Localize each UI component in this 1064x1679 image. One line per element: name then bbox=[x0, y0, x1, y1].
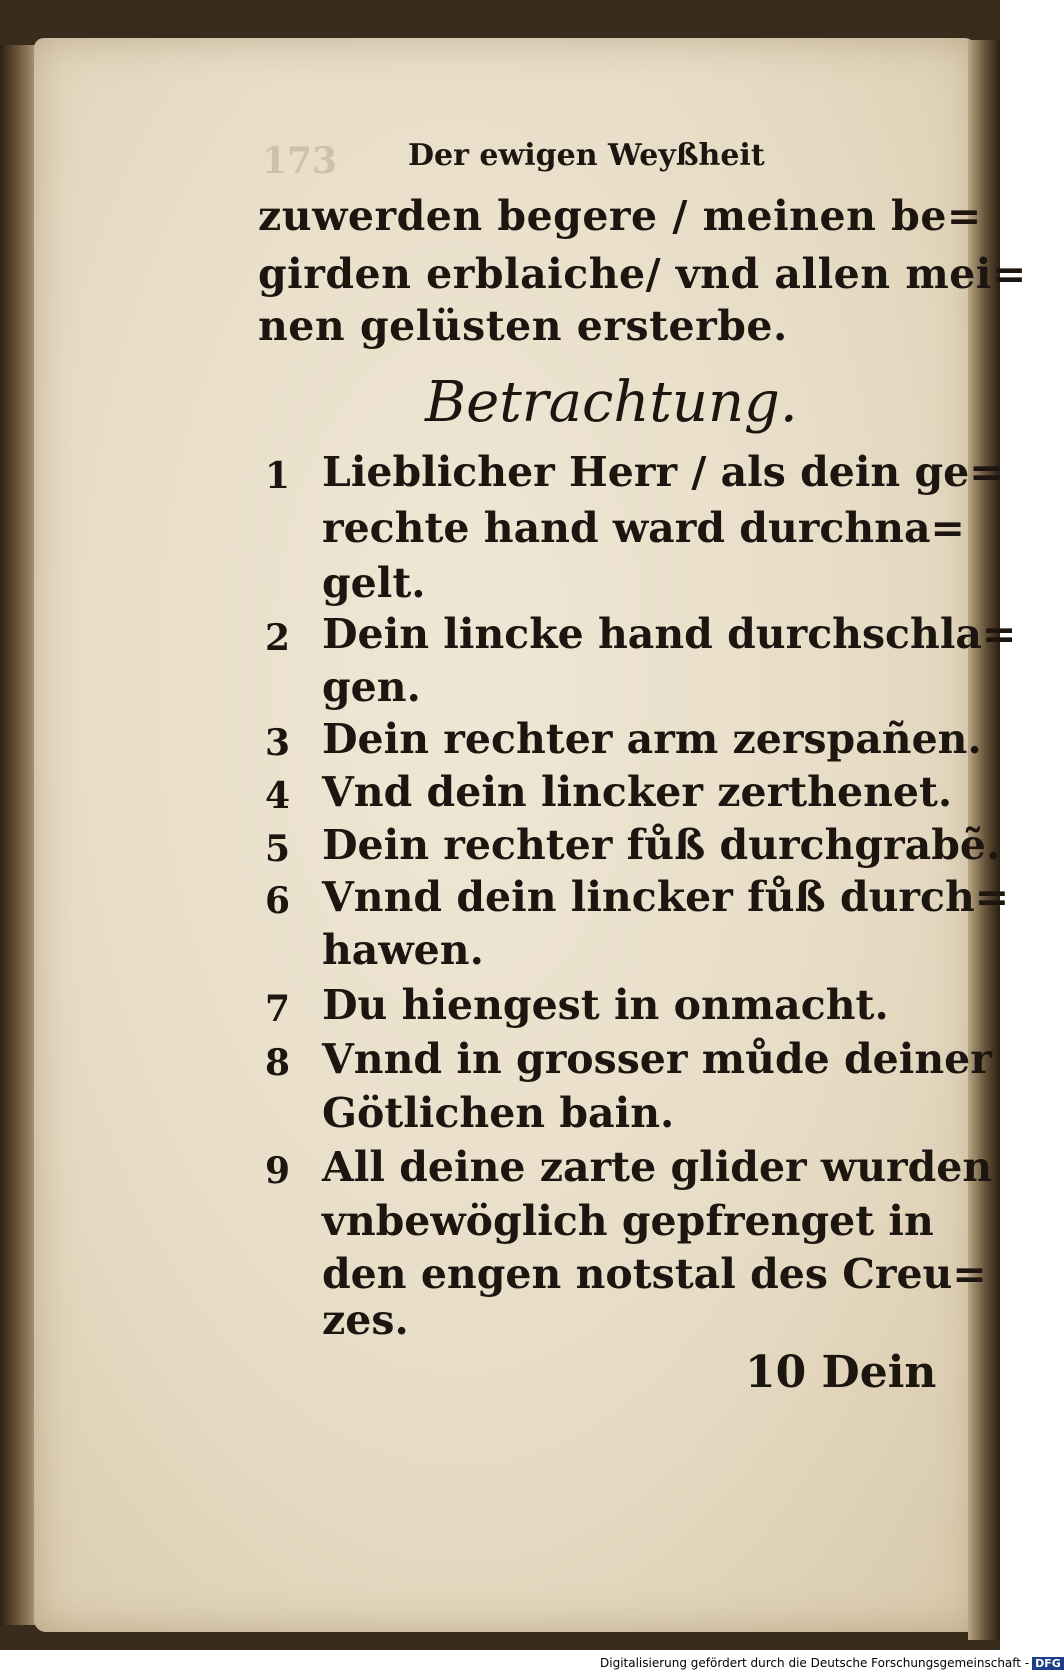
item-number: 9 bbox=[265, 1150, 291, 1192]
body-line: nen gelüsten ersterbe. bbox=[258, 302, 788, 350]
item-line: rechte hand ward durchna= bbox=[322, 504, 965, 552]
item-line: vnbewöglich gepfrenget in bbox=[322, 1197, 934, 1245]
item-line: Götlichen bain. bbox=[322, 1089, 675, 1137]
body-line: girden erblaiche/ vnd allen mei= bbox=[258, 250, 1027, 298]
footer-text: Digitalisierung gefördert durch die Deutsche Forschungsgemeinschaft - bbox=[600, 1656, 1030, 1670]
item-line: Dein rechter arm zerspañen. bbox=[322, 715, 982, 763]
item-number: 3 bbox=[265, 722, 291, 764]
item-number: 6 bbox=[265, 880, 291, 922]
item-line: Lieblicher Herr / als dein ge= bbox=[322, 448, 1004, 496]
item-line: gen. bbox=[322, 663, 421, 711]
item-number: 5 bbox=[265, 828, 291, 870]
item-number: 7 bbox=[265, 988, 291, 1030]
dfg-logo: DFG bbox=[1032, 1657, 1064, 1670]
section-heading: Betrachtung. bbox=[425, 370, 798, 435]
item-line: zes. bbox=[322, 1296, 409, 1344]
running-head: Der ewigen Weyßheit bbox=[408, 138, 765, 173]
item-line: den engen notstal des Creu= bbox=[322, 1250, 987, 1298]
footer-credit bbox=[600, 1656, 1061, 1676]
catchword: 10 Dein bbox=[745, 1347, 937, 1398]
item-line: gelt. bbox=[322, 559, 426, 607]
body-line: zuwerden begere / meinen be= bbox=[258, 192, 982, 240]
item-line: Dein lincke hand durchschla= bbox=[322, 610, 1017, 658]
item-line: All deine zarte glider wurden bbox=[322, 1143, 993, 1191]
item-line: Vnnd dein lincker fůß durch= bbox=[322, 873, 1010, 921]
item-number: 1 bbox=[265, 455, 291, 497]
ghost-page-number: 173 bbox=[262, 140, 338, 182]
item-number: 4 bbox=[265, 775, 291, 817]
item-line: Vnd dein lincker zerthenet. bbox=[322, 768, 953, 816]
item-number: 8 bbox=[265, 1042, 291, 1084]
item-line: Du hiengest in onmacht. bbox=[322, 981, 889, 1029]
item-line: hawen. bbox=[322, 926, 484, 974]
item-number: 2 bbox=[265, 617, 291, 659]
item-line: Dein rechter fůß durchgrabẽ. bbox=[322, 821, 1001, 869]
item-line: Vnnd in grosser můde deiner bbox=[322, 1035, 992, 1083]
